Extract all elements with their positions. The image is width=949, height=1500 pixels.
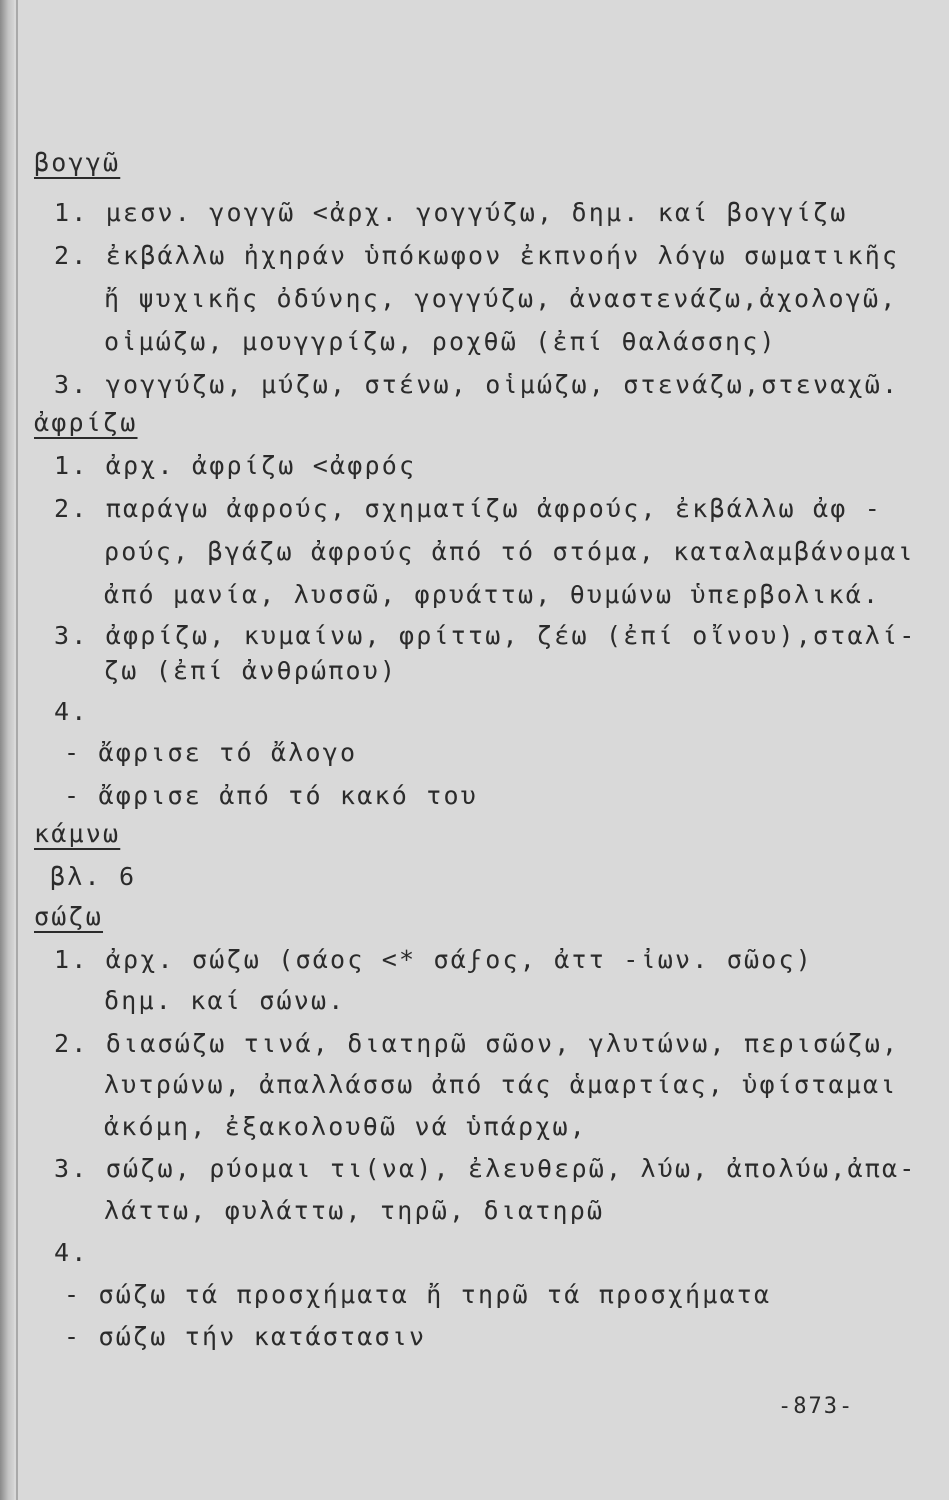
entry-line: ζω (ἐπί ἀνθρώπου) <box>104 656 398 685</box>
entry-line: οἱμώζω, μουγγρίζω, ροχθῶ (ἐπί θαλάσσης) <box>104 327 777 356</box>
entry-line: ἀκόμη, ἐξακολουθῶ νά ὑπάρχω, <box>104 1112 588 1141</box>
entry-line: 2. διασώζω τινά, διατηρῶ σῶον, γλυτώνω, περισώζω, <box>54 1029 900 1058</box>
entry-line: ἤ ψυχικῆς ὀδύνης, γογγύζω, ἀναστενάζω,ἀχολογῶ, <box>104 284 898 313</box>
example-line: - ἄφρισε τό ἄλογο <box>64 738 358 767</box>
headword-sozo: σώζω <box>34 902 104 931</box>
entry-line: 1. μεσν. γογγῶ <ἀρχ. γογγύζω, δημ. καί βογγίζω <box>54 198 848 227</box>
entry-line: 1. ἀρχ. σώζω (σάος <* σάϝος, ἀττ -ἰων. σῶος) <box>54 945 814 974</box>
entry-line: λυτρώνω, ἀπαλλάσσω ἀπό τάς ἁμαρτίας, ὑφίσταμαι <box>104 1070 898 1099</box>
headword-kamno: κάμνω <box>34 819 121 848</box>
entry-line: 3. ἀφρίζω, κυμαίνω, φρίττω, ζέω (ἐπί οἴνου),σταλί- <box>54 621 917 650</box>
page-number: -873- <box>778 1394 855 1419</box>
example-line: - σώζω τήν κατάστασιν <box>64 1322 427 1351</box>
headword-afrizo: ἀφρίζω <box>34 408 138 437</box>
headword-voggo: βογγῶ <box>34 148 121 177</box>
example-line: - σώζω τά προσχήματα ἤ τηρῶ τά προσχήματα <box>64 1280 772 1309</box>
entry-line: ρούς, βγάζω ἀφρούς ἀπό τό στόμα, καταλαμβάνομαι <box>104 537 915 566</box>
entry-line: 4. <box>54 1238 89 1267</box>
entry-line: δημ. καί σώνω. <box>104 986 346 1015</box>
entry-line: βλ. 6 <box>50 862 137 891</box>
entry-line: ἀπό μανία, λυσσῶ, φρυάττω, θυμώνω ὑπερβολικά. <box>104 580 881 609</box>
entry-line: 1. ἀρχ. ἀφρίζω <ἀφρός <box>54 451 417 480</box>
entry-line: λάττω, φυλάττω, τηρῶ, διατηρῶ <box>104 1196 605 1225</box>
entry-line: 2. ἐκβάλλω ἠχηράν ὑπόκωφον ἐκπνοήν λόγω σωματικῆς <box>54 241 900 270</box>
entry-line: 3. σώζω, ρύομαι τι(να), ἐλευθερῶ, λύω, ἀπολύω,ἀπα- <box>54 1154 917 1183</box>
example-line: - ἄφρισε ἀπό τό κακό του <box>64 781 479 810</box>
entry-line: 2. παράγω ἀφρούς, σχηματίζω ἀφρούς, ἐκβάλλω ἀφ - <box>54 494 883 523</box>
entry-line: 3. γογγύζω, μύζω, στένω, οἱμώζω, στενάζω,στεναχῶ. <box>54 370 900 399</box>
entry-line: 4. <box>54 697 89 726</box>
